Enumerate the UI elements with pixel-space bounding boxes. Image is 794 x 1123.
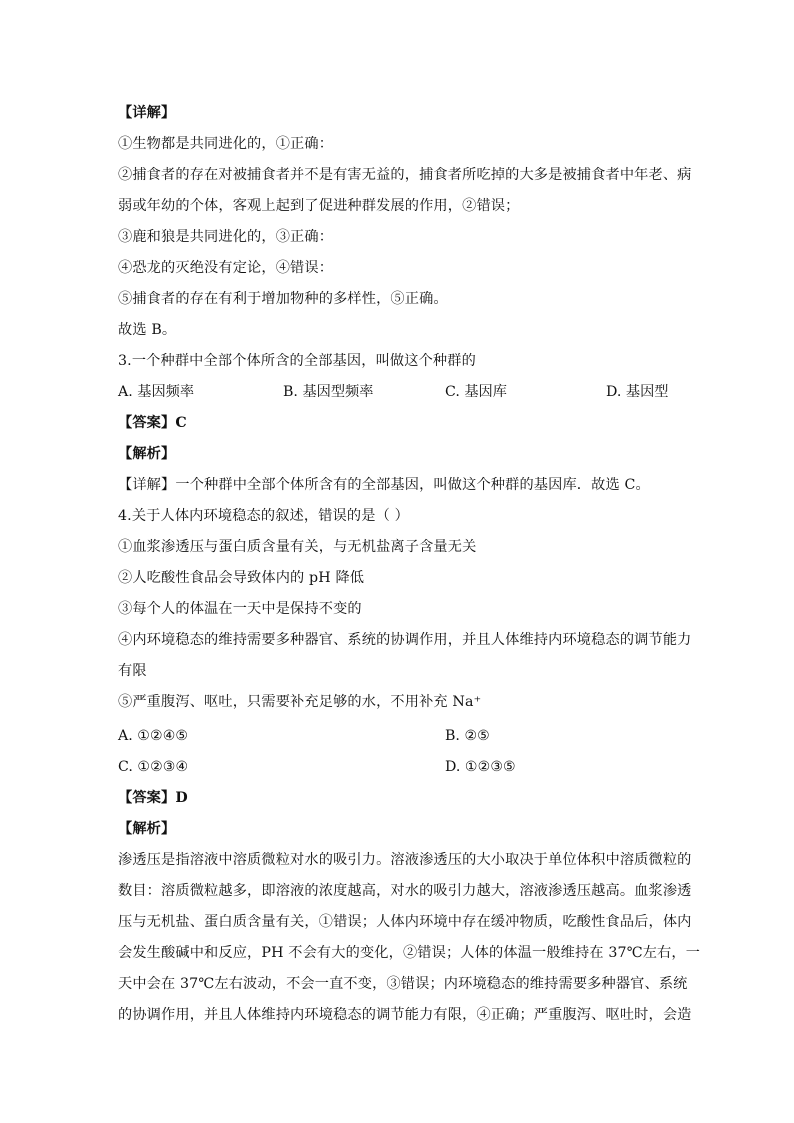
text-line: ⑤捕食者的存在有利于增加物种的多样性，⑤正确。 — [118, 291, 448, 307]
text-line: 数目：溶质微粒越多，即溶液的浓度越高，对水的吸引力越大，溶液渗透压越高。血浆渗透 — [118, 883, 692, 899]
text-line: ③鹿和狼是共同进化的，③正确： — [118, 229, 334, 245]
text-line: 的协调作用，并且人体维持内环境稳态的调节能力有限，④正确；严重腹泻、呕吐时，会造 — [118, 1007, 692, 1023]
q3-option-d: D. 基因型 — [606, 384, 669, 400]
analysis-heading: 【解析】 — [118, 446, 176, 462]
section-heading: 【详解】 — [118, 105, 176, 121]
text-line: 会发生酸碱中和反应，PH 不会有大的变化，②错误；人体的体温一般维持在 37℃左右，一 — [118, 945, 701, 961]
text-line: ①生物都是共同进化的，①正确： — [118, 136, 334, 152]
question-4: 4.关于人体内环境稳态的叙述，错误的是（ ） — [118, 508, 409, 524]
q3-option-a: A. 基因频率 — [118, 384, 195, 400]
text-line: ①血浆渗透压与蛋白质含量有关，与无机盐离子含量无关 — [118, 539, 477, 555]
q4-option-d: D. ①②③⑤ — [445, 759, 516, 775]
answer-label: 【答案】D — [118, 790, 188, 806]
question-3: 3.一个种群中全部个体所含的全部基因，叫做这个种群的 — [118, 353, 476, 369]
text-line: ②人吃酸性食品会导致体内的 pH 降低 — [118, 570, 365, 586]
q3-option-c: C. 基因库 — [445, 384, 507, 400]
text-line: 压与无机盐、蛋白质含量有关，①错误；人体内环境中存在缓冲物质，吃酸性食品后，体内 — [118, 914, 692, 930]
text-line: 【详解】一个种群中全部个体所含有的全部基因，叫做这个种群的基因库．故选 C。 — [118, 477, 650, 493]
text-line: 渗透压是指溶液中溶质微粒对水的吸引力。溶液渗透压的大小取决于单位体积中溶质微粒的 — [118, 852, 692, 868]
q4-option-c: C. ①②③④ — [118, 759, 189, 775]
answer-label: 【答案】C — [118, 415, 187, 431]
text-line: ④内环境稳态的维持需要多种器官、系统的协调作用，并且人体维持内环境稳态的调节能力 — [118, 632, 692, 648]
text-line: ②捕食者的存在对被捕食者并不是有害无益的，捕食者所吃掉的大多是被捕食者中年老、病 — [118, 167, 692, 183]
text-line: 天中会在 37℃左右波动，不会一直不变，③错误；内环境稳态的维持需要多种器官、系统 — [118, 976, 688, 992]
q4-option-a: A. ①②④⑤ — [118, 728, 189, 744]
q4-option-b: B. ②⑤ — [445, 728, 490, 744]
text-line: 有限 — [118, 663, 147, 679]
text-line: ③每个人的体温在一天中是保持不变的 — [118, 601, 362, 617]
text-line: 弱或年幼的个体，客观上起到了促进种群发展的作用，②错误； — [118, 198, 520, 214]
text-line: ④恐龙的灭绝没有定论，④错误： — [118, 260, 334, 276]
q3-option-b: B. 基因型频率 — [283, 384, 374, 400]
text-line: 故选 B。 — [118, 322, 177, 338]
text-line: ⑤严重腹泻、呕吐，只需要补充足够的水，不用补充 Na⁺ — [118, 694, 482, 710]
analysis-heading: 【解析】 — [118, 821, 176, 837]
